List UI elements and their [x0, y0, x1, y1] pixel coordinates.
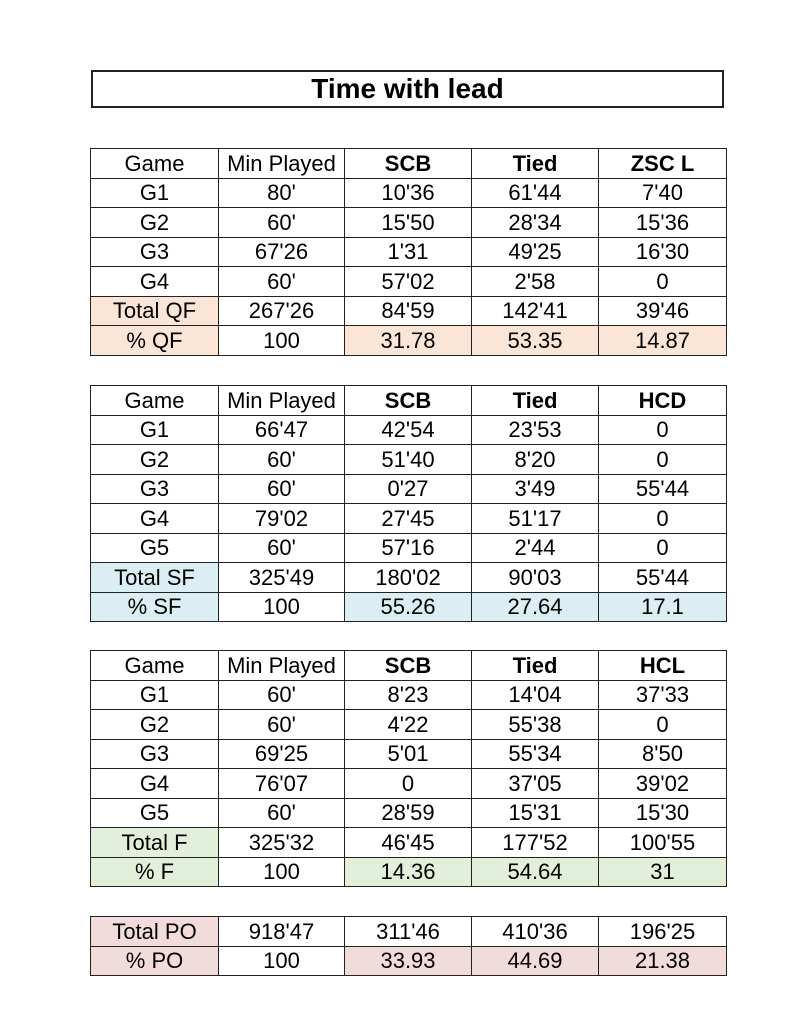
total-row: [91, 563, 727, 593]
table-cell: 0: [599, 445, 727, 475]
page-title: Time with lead: [91, 70, 724, 108]
table-header-row: [91, 386, 727, 416]
table-cell: 46'45: [345, 828, 472, 858]
table-row: [91, 267, 727, 297]
header-cell: Min Played: [219, 149, 345, 179]
table-cell: G3: [91, 474, 219, 504]
table-cell: 0: [599, 267, 727, 297]
table-cell: 55.26: [345, 592, 472, 622]
table-cell: G1: [91, 680, 219, 710]
table-cell: 100'55: [599, 828, 727, 858]
total-label-cell: Total QF: [91, 296, 219, 326]
header-cell: SCB: [345, 149, 472, 179]
table-cell: G1: [91, 415, 219, 445]
table-cell: 410'36: [472, 917, 599, 947]
table-cell: 311'46: [345, 917, 472, 947]
table-cell: 4'22: [345, 710, 472, 740]
table-cell: 54.64: [472, 857, 599, 887]
table-cell: 39'46: [599, 296, 727, 326]
table-row: [91, 533, 727, 563]
table-cell: G3: [91, 739, 219, 769]
header-cell: Min Played: [219, 651, 345, 681]
table-cell: 60': [219, 208, 345, 238]
table-cell: 57'02: [345, 267, 472, 297]
header-cell: SCB: [345, 651, 472, 681]
table-cell: 21.38: [599, 946, 727, 976]
table-cell: 42'54: [345, 415, 472, 445]
header-cell: Min Played: [219, 386, 345, 416]
table-cell: 23'53: [472, 415, 599, 445]
table-cell: G1: [91, 178, 219, 208]
table-cell: 79'02: [219, 504, 345, 534]
table-cell: G2: [91, 710, 219, 740]
table-row: [91, 739, 727, 769]
table-cell: 142'41: [472, 296, 599, 326]
table-cell: 0: [599, 710, 727, 740]
table-cell: 31: [599, 857, 727, 887]
header-cell: Tied: [472, 651, 599, 681]
table-cell: 100: [219, 592, 345, 622]
table-cell: 66'47: [219, 415, 345, 445]
table-row: [91, 178, 727, 208]
total-row: [91, 296, 727, 326]
table-cell: 27.64: [472, 592, 599, 622]
table-cell: 60': [219, 710, 345, 740]
total-row: [91, 828, 727, 858]
table-cell: 325'32: [219, 828, 345, 858]
table-cell: 28'59: [345, 798, 472, 828]
table-row: [91, 237, 727, 267]
final-table: [90, 650, 727, 887]
table-cell: 31.78: [345, 326, 472, 356]
table-cell: 15'30: [599, 798, 727, 828]
table-cell: 0: [599, 533, 727, 563]
percent-label-cell: % PO: [91, 946, 219, 976]
header-cell: Game: [91, 386, 219, 416]
table-cell: 177'52: [472, 828, 599, 858]
table-cell: 196'25: [599, 917, 727, 947]
table-cell: 100: [219, 326, 345, 356]
table-cell: 8'23: [345, 680, 472, 710]
table-cell: 60': [219, 474, 345, 504]
table-cell: 10'36: [345, 178, 472, 208]
table-cell: 55'44: [599, 563, 727, 593]
table-cell: G5: [91, 798, 219, 828]
table-cell: G4: [91, 504, 219, 534]
playoff-totals-table: [90, 916, 727, 976]
table-cell: 60': [219, 267, 345, 297]
table-cell: G3: [91, 237, 219, 267]
table-cell: 51'40: [345, 445, 472, 475]
table-cell: 100: [219, 946, 345, 976]
total-label-cell: Total SF: [91, 563, 219, 593]
table-cell: 69'25: [219, 739, 345, 769]
header-cell: Game: [91, 651, 219, 681]
table-cell: 15'50: [345, 208, 472, 238]
header-cell: Tied: [472, 149, 599, 179]
table-header-row: [91, 651, 727, 681]
header-cell: ZSC L: [599, 149, 727, 179]
table-cell: 2'44: [472, 533, 599, 563]
table-cell: 57'16: [345, 533, 472, 563]
table-cell: 51'17: [472, 504, 599, 534]
table-cell: G4: [91, 267, 219, 297]
percent-label-cell: % QF: [91, 326, 219, 356]
table-cell: 1'31: [345, 237, 472, 267]
table-cell: 39'02: [599, 769, 727, 799]
table-cell: 55'38: [472, 710, 599, 740]
table-cell: 60': [219, 533, 345, 563]
table-cell: 0: [345, 769, 472, 799]
table-cell: 0'27: [345, 474, 472, 504]
table-cell: 8'50: [599, 739, 727, 769]
table-cell: 49'25: [472, 237, 599, 267]
table-cell: 3'49: [472, 474, 599, 504]
table-row: [91, 769, 727, 799]
table-row: [91, 208, 727, 238]
table-cell: 15'36: [599, 208, 727, 238]
percent-label-cell: % SF: [91, 592, 219, 622]
percent-row: [91, 857, 727, 887]
table-cell: 28'34: [472, 208, 599, 238]
table-cell: 325'49: [219, 563, 345, 593]
table-cell: 267'26: [219, 296, 345, 326]
table-cell: G5: [91, 533, 219, 563]
table-cell: 37'05: [472, 769, 599, 799]
table-cell: 14.36: [345, 857, 472, 887]
table-cell: 60': [219, 445, 345, 475]
table-row: [91, 474, 727, 504]
table-cell: 5'01: [345, 739, 472, 769]
header-cell: Game: [91, 149, 219, 179]
table-cell: 90'03: [472, 563, 599, 593]
table-cell: 15'31: [472, 798, 599, 828]
table-cell: 76'07: [219, 769, 345, 799]
table-cell: 55'34: [472, 739, 599, 769]
header-cell: SCB: [345, 386, 472, 416]
table-row: [91, 415, 727, 445]
table-row: [91, 680, 727, 710]
total-row: [91, 917, 727, 947]
table-cell: 16'30: [599, 237, 727, 267]
table-row: [91, 445, 727, 475]
table-cell: G2: [91, 208, 219, 238]
table-cell: 60': [219, 798, 345, 828]
table-cell: 0: [599, 415, 727, 445]
table-cell: 918'47: [219, 917, 345, 947]
table-cell: 27'45: [345, 504, 472, 534]
table-header-row: [91, 149, 727, 179]
table-cell: 80': [219, 178, 345, 208]
table-cell: 180'02: [345, 563, 472, 593]
table-cell: 53.35: [472, 326, 599, 356]
table-cell: 60': [219, 680, 345, 710]
table-cell: 37'33: [599, 680, 727, 710]
percent-row: [91, 326, 727, 356]
table-cell: 84'59: [345, 296, 472, 326]
table-cell: 8'20: [472, 445, 599, 475]
table-cell: 55'44: [599, 474, 727, 504]
quarterfinal-table: [90, 148, 727, 356]
table-cell: 44.69: [472, 946, 599, 976]
header-cell: HCD: [599, 386, 727, 416]
table-cell: 61'44: [472, 178, 599, 208]
percent-label-cell: % F: [91, 857, 219, 887]
header-cell: HCL: [599, 651, 727, 681]
table-cell: G4: [91, 769, 219, 799]
total-label-cell: Total F: [91, 828, 219, 858]
table-cell: 17.1: [599, 592, 727, 622]
table-row: [91, 710, 727, 740]
table-row: [91, 504, 727, 534]
percent-row: [91, 946, 727, 976]
table-cell: G2: [91, 445, 219, 475]
table-cell: 2'58: [472, 267, 599, 297]
table-cell: 0: [599, 504, 727, 534]
total-label-cell: Total PO: [91, 917, 219, 947]
table-cell: 7'40: [599, 178, 727, 208]
table-row: [91, 798, 727, 828]
semifinal-table: [90, 385, 727, 622]
table-cell: 14'04: [472, 680, 599, 710]
header-cell: Tied: [472, 386, 599, 416]
percent-row: [91, 592, 727, 622]
table-cell: 33.93: [345, 946, 472, 976]
table-cell: 14.87: [599, 326, 727, 356]
table-cell: 100: [219, 857, 345, 887]
table-cell: 67'26: [219, 237, 345, 267]
